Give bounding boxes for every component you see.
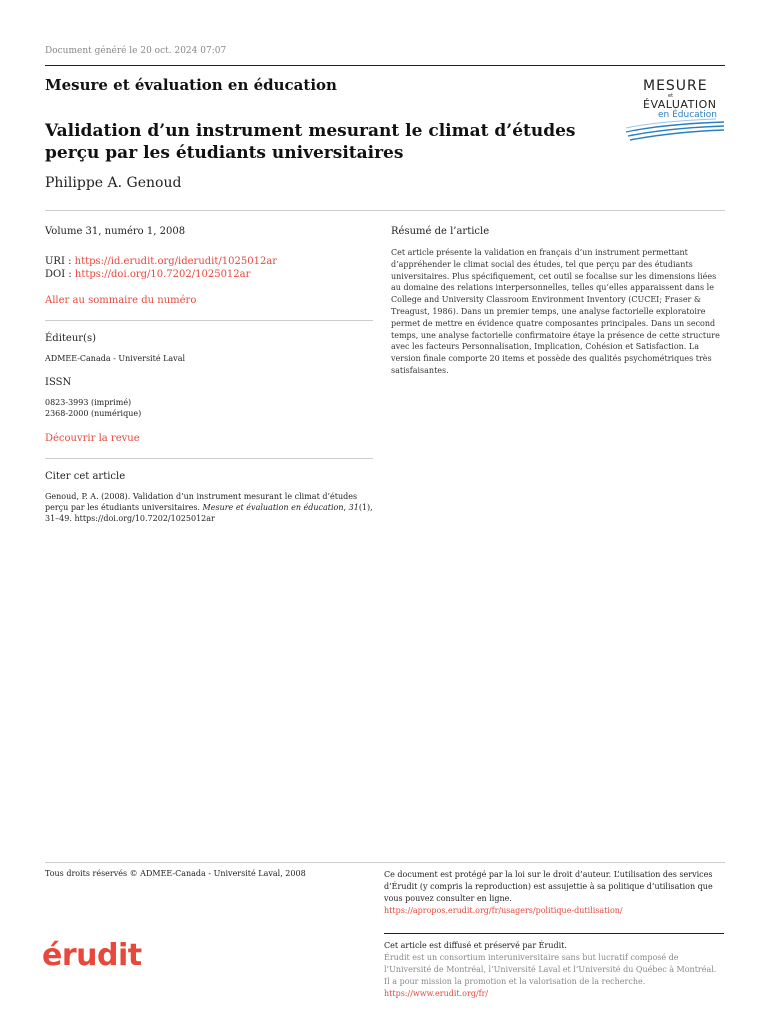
article-title: Validation d’un instrument mesurant le climat d’études perçu par les étudiants universitaires: [45, 121, 576, 163]
logo-wave-icon: [624, 118, 726, 142]
journal-link[interactable]: Découvrir la revue: [45, 433, 140, 444]
logo-line-1: MESURE: [643, 78, 708, 94]
issn-print: 0823-3993 (imprimé): [45, 398, 132, 407]
generation-date: Document généré le 20 oct. 2024 07:07: [45, 46, 227, 56]
abstract-section: [391, 226, 725, 377]
cite-heading: Citer cet article: [45, 471, 126, 482]
abstract-heading: Résumé de l’article: [391, 226, 490, 237]
citation: [45, 491, 373, 524]
distribution-text: Cet article est diffusé et préservé par Érudit.: [384, 941, 567, 950]
citation-journal: Mesure et évaluation en éducation: [202, 503, 344, 512]
issn-heading: ISSN: [45, 377, 72, 388]
consortium-text: Érudit est un consortium interuniversitaire sans but lucratif composé de l’Université de Montréal, l’Université Laval et l’Université du Québec à Montréal. Il a pour mission la promotion et la valorisation de la recherche.: [384, 953, 717, 986]
doi-line: [45, 268, 373, 281]
journal-logo: [624, 78, 726, 144]
article-author: Philippe A. Genoud: [45, 175, 182, 191]
legal-text: Ce document est protégé par la loi sur le droit d’auteur. L’utilisation des services d’Érudit (y compris la reproduction) est assujettie à sa politique d’utilisation que vous pouvez consulter en ligne.: [384, 870, 713, 903]
header-divider: [45, 210, 725, 211]
citation-part-1: Genoud, P. A. (2008). Validation d’un instrument mesurant le climat d’études perçu par les étudiants universitaires.: [45, 492, 358, 512]
volume-info: Volume 31, numéro 1, 2008: [45, 226, 186, 237]
journal-name: Mesure et évaluation en éducation: [45, 76, 337, 94]
logo-line-3: ÉVALUATION: [643, 98, 717, 111]
logo-line-2: et: [668, 93, 674, 99]
citation-volume: 31: [348, 503, 359, 512]
policy-link[interactable]: https://apropos.erudit.org/fr/usagers/politique-dutilisation/: [384, 906, 623, 915]
citation-part-2: (1), 31–49. https://doi.org/10.7202/1025012ar: [45, 503, 373, 523]
footer-divider-2: [384, 933, 724, 934]
legal-notice: [384, 869, 724, 917]
copyright: Tous droits réservés © ADMEE-Canada - Université Laval, 2008: [45, 869, 306, 878]
divider: [45, 458, 373, 459]
issue-contents-link[interactable]: Aller au sommaire du numéro: [45, 295, 197, 306]
erudit-link[interactable]: https://www.erudit.org/fr/: [384, 989, 489, 998]
abstract-text: Cet article présente la validation en français d’un instrument permettant d’appréhender le climat social des études, tel que perçu par des étudiants universitaires. Plus spécifiquement, cet outil se focalise sur les dimensions liées au domaine des relations interpersonnelles, telles qu’elles apparaissent dans le College and University Classroom Environment Inventory (CUCEI; Fraser & Treagust, 1986). Dans un premier temps, une analyse factorielle exploratoire permet de mettre en évidence quatre composantes principales. Dans un second temps, une analyse factorielle confirmatoire étaye la présence de cette structure avec les facteurs Personnalisation, Implication, Cohésion et Satisfaction. La version finale comporte 20 items et possède des qualités psychométriques très satisfaisantes.: [391, 248, 720, 375]
uri-line: [45, 255, 373, 268]
article-metadata: [45, 226, 373, 524]
issn-digital: 2368-2000 (numérique): [45, 409, 142, 418]
logo-line-4: en Éducation: [658, 110, 717, 120]
doi-link[interactable]: https://doi.org/10.7202/1025012ar: [74, 269, 251, 280]
publisher-value: ADMEE-Canada - Université Laval: [45, 354, 186, 363]
distribution-notice: [384, 940, 724, 1000]
divider: [45, 320, 373, 321]
top-rule: [45, 65, 725, 66]
uri-label: URI :: [45, 256, 75, 267]
uri-link[interactable]: https://id.erudit.org/iderudit/1025012ar: [74, 256, 278, 267]
erudit-logo[interactable]: érudit: [42, 938, 142, 973]
publisher-heading: Éditeur(s): [45, 333, 96, 344]
footer-divider: [45, 862, 725, 863]
citation-separator: ,: [343, 503, 349, 512]
doi-label: DOI :: [45, 269, 75, 280]
